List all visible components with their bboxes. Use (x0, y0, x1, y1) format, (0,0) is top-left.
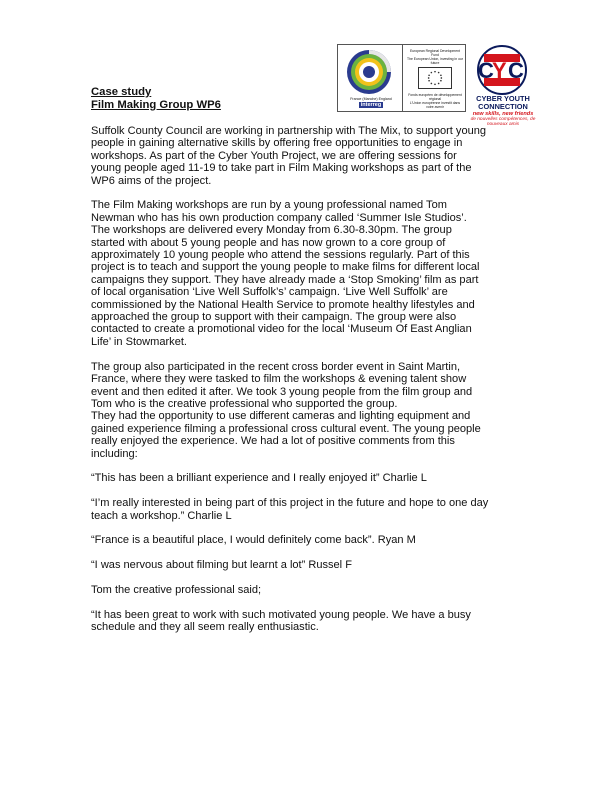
text-line: really enjoyed the experience. We had a lot of positive comments from this (91, 435, 455, 448)
paragraph (91, 361, 531, 460)
text-line: including: (91, 447, 138, 460)
paragraph (91, 534, 531, 546)
eu-fund-caption-fr (406, 93, 464, 109)
cyber-youth-connection-logo-icon (470, 44, 534, 98)
interreg-caption-line: France (Manche) England (350, 97, 392, 101)
text-line: “I’m really interested in being part of this project in the future and hope to one day (91, 497, 489, 510)
cyc-tagline: new skills, new friends (472, 111, 534, 117)
text-line: Tom the creative professional said; (91, 583, 262, 596)
document-body (91, 125, 531, 646)
text-line: The Film Making workshops are run by a young professional named Tom (91, 199, 447, 212)
eu-fund-caption (406, 49, 464, 65)
case-study-heading (91, 86, 221, 111)
paragraph (91, 497, 531, 522)
heading-line-2: Film Making Group WP6 (91, 98, 221, 111)
text-line: event and then edited it after. We took 3 young people from the film group and (91, 385, 473, 398)
text-line: The group also participated in the recent cross border event in Saint Martin, (91, 360, 461, 373)
text-line: campaigns they support. They have already made a ‘Stop Smoking’ film as part (91, 273, 479, 286)
cyc-title-line: CONNECTION (478, 102, 528, 111)
text-line: teach a workshop.” Charlie L (91, 509, 232, 522)
text-line: project is to teach and support the young people to make films for different local (91, 261, 480, 274)
text-line: people in gaining alternative skills by offering free opportunities to engage in (91, 137, 463, 150)
interreg-brand: interreg (360, 101, 382, 108)
text-line: workshops. As part of the Cyber Youth Project, we are offering sessions for (91, 149, 457, 162)
text-line: commissioned by the National Health Service to promote healthy lifestyles and (91, 298, 475, 311)
text-line: approached the group to support with their campaign. The group were also (91, 311, 457, 324)
paragraph (91, 472, 531, 484)
eu-flag-icon (418, 67, 452, 89)
text-line: of local organisation ‘Live Well Suffolk’s’ campaign. ‘Live Well Suffolk’ are (91, 286, 448, 299)
eu-caption-line: Fonds européen de développement régional (408, 93, 462, 101)
text-line: approximately 10 young people who attend the sessions regularly. Part of this (91, 249, 470, 262)
text-line: Suffolk County Council are working in partnership with The Mix, to support young (91, 125, 487, 137)
text-line: WP6 aims of the project. (91, 174, 212, 187)
interreg-eu-logo (337, 44, 466, 112)
cyc-title (466, 95, 540, 111)
text-line: “It has been great to work with such motivated young people. We have a busy (91, 608, 471, 621)
svg-text:C: C (508, 58, 524, 83)
svg-text:Y: Y (492, 58, 507, 83)
cyc-tagline-fr: de nouvelles compétences, de nouveaux amis (470, 117, 536, 127)
interreg-caption (340, 97, 402, 108)
paragraph (91, 609, 531, 634)
eu-caption-line: The European Union, investing in our future (407, 57, 463, 65)
text-line: Newman who has his own production company called ‘Summer Isle Studios’. (91, 211, 467, 224)
interreg-circle-logo-icon (346, 49, 392, 95)
svg-text:C: C (478, 58, 494, 83)
paragraph (91, 199, 531, 348)
cyc-title-line: CYBER YOUTH (476, 94, 530, 103)
eu-caption-line: European Regional Development Fund (410, 49, 460, 57)
heading-line-1: Case study (91, 86, 152, 98)
text-line: young people aged 11-19 to take part in Film Making workshops as part of the (91, 162, 472, 175)
text-line: Life’ in Stowmarket. (91, 335, 187, 348)
text-line: France, where they were tasked to film the workshops & evening talent show (91, 373, 467, 386)
text-line: contacted to create a promotional video for the local ‘Museum Of East Anglian (91, 323, 472, 336)
text-line: started with about 5 young people and has now grown to a core group of (91, 236, 446, 249)
paragraph (91, 125, 531, 187)
logo-divider (402, 45, 403, 111)
text-line: They had the opportunity to use different cameras and lighting equipment and (91, 410, 471, 423)
eu-caption-line: L'Union européenne investit dans votre avenir (409, 101, 461, 109)
paragraph (91, 584, 531, 596)
text-line: “I was nervous about filming but learnt a lot” Russel F (91, 559, 352, 572)
text-line: “France is a beautiful place, I would definitely come back”. Ryan M (91, 534, 416, 547)
text-line: “This has been a brilliant experience and I really enjoyed it” Charlie L (91, 472, 427, 485)
text-line: Tom who is the creative professional who supported the group. (91, 397, 398, 410)
text-line: schedule and they all seem really enthusiastic. (91, 621, 319, 634)
paragraph (91, 559, 531, 571)
text-line: gained experience filming a professional cross cultural event. The young people (91, 422, 481, 435)
text-line: The workshops are delivered every Monday from 6.30-8.30pm. The group (91, 224, 452, 237)
